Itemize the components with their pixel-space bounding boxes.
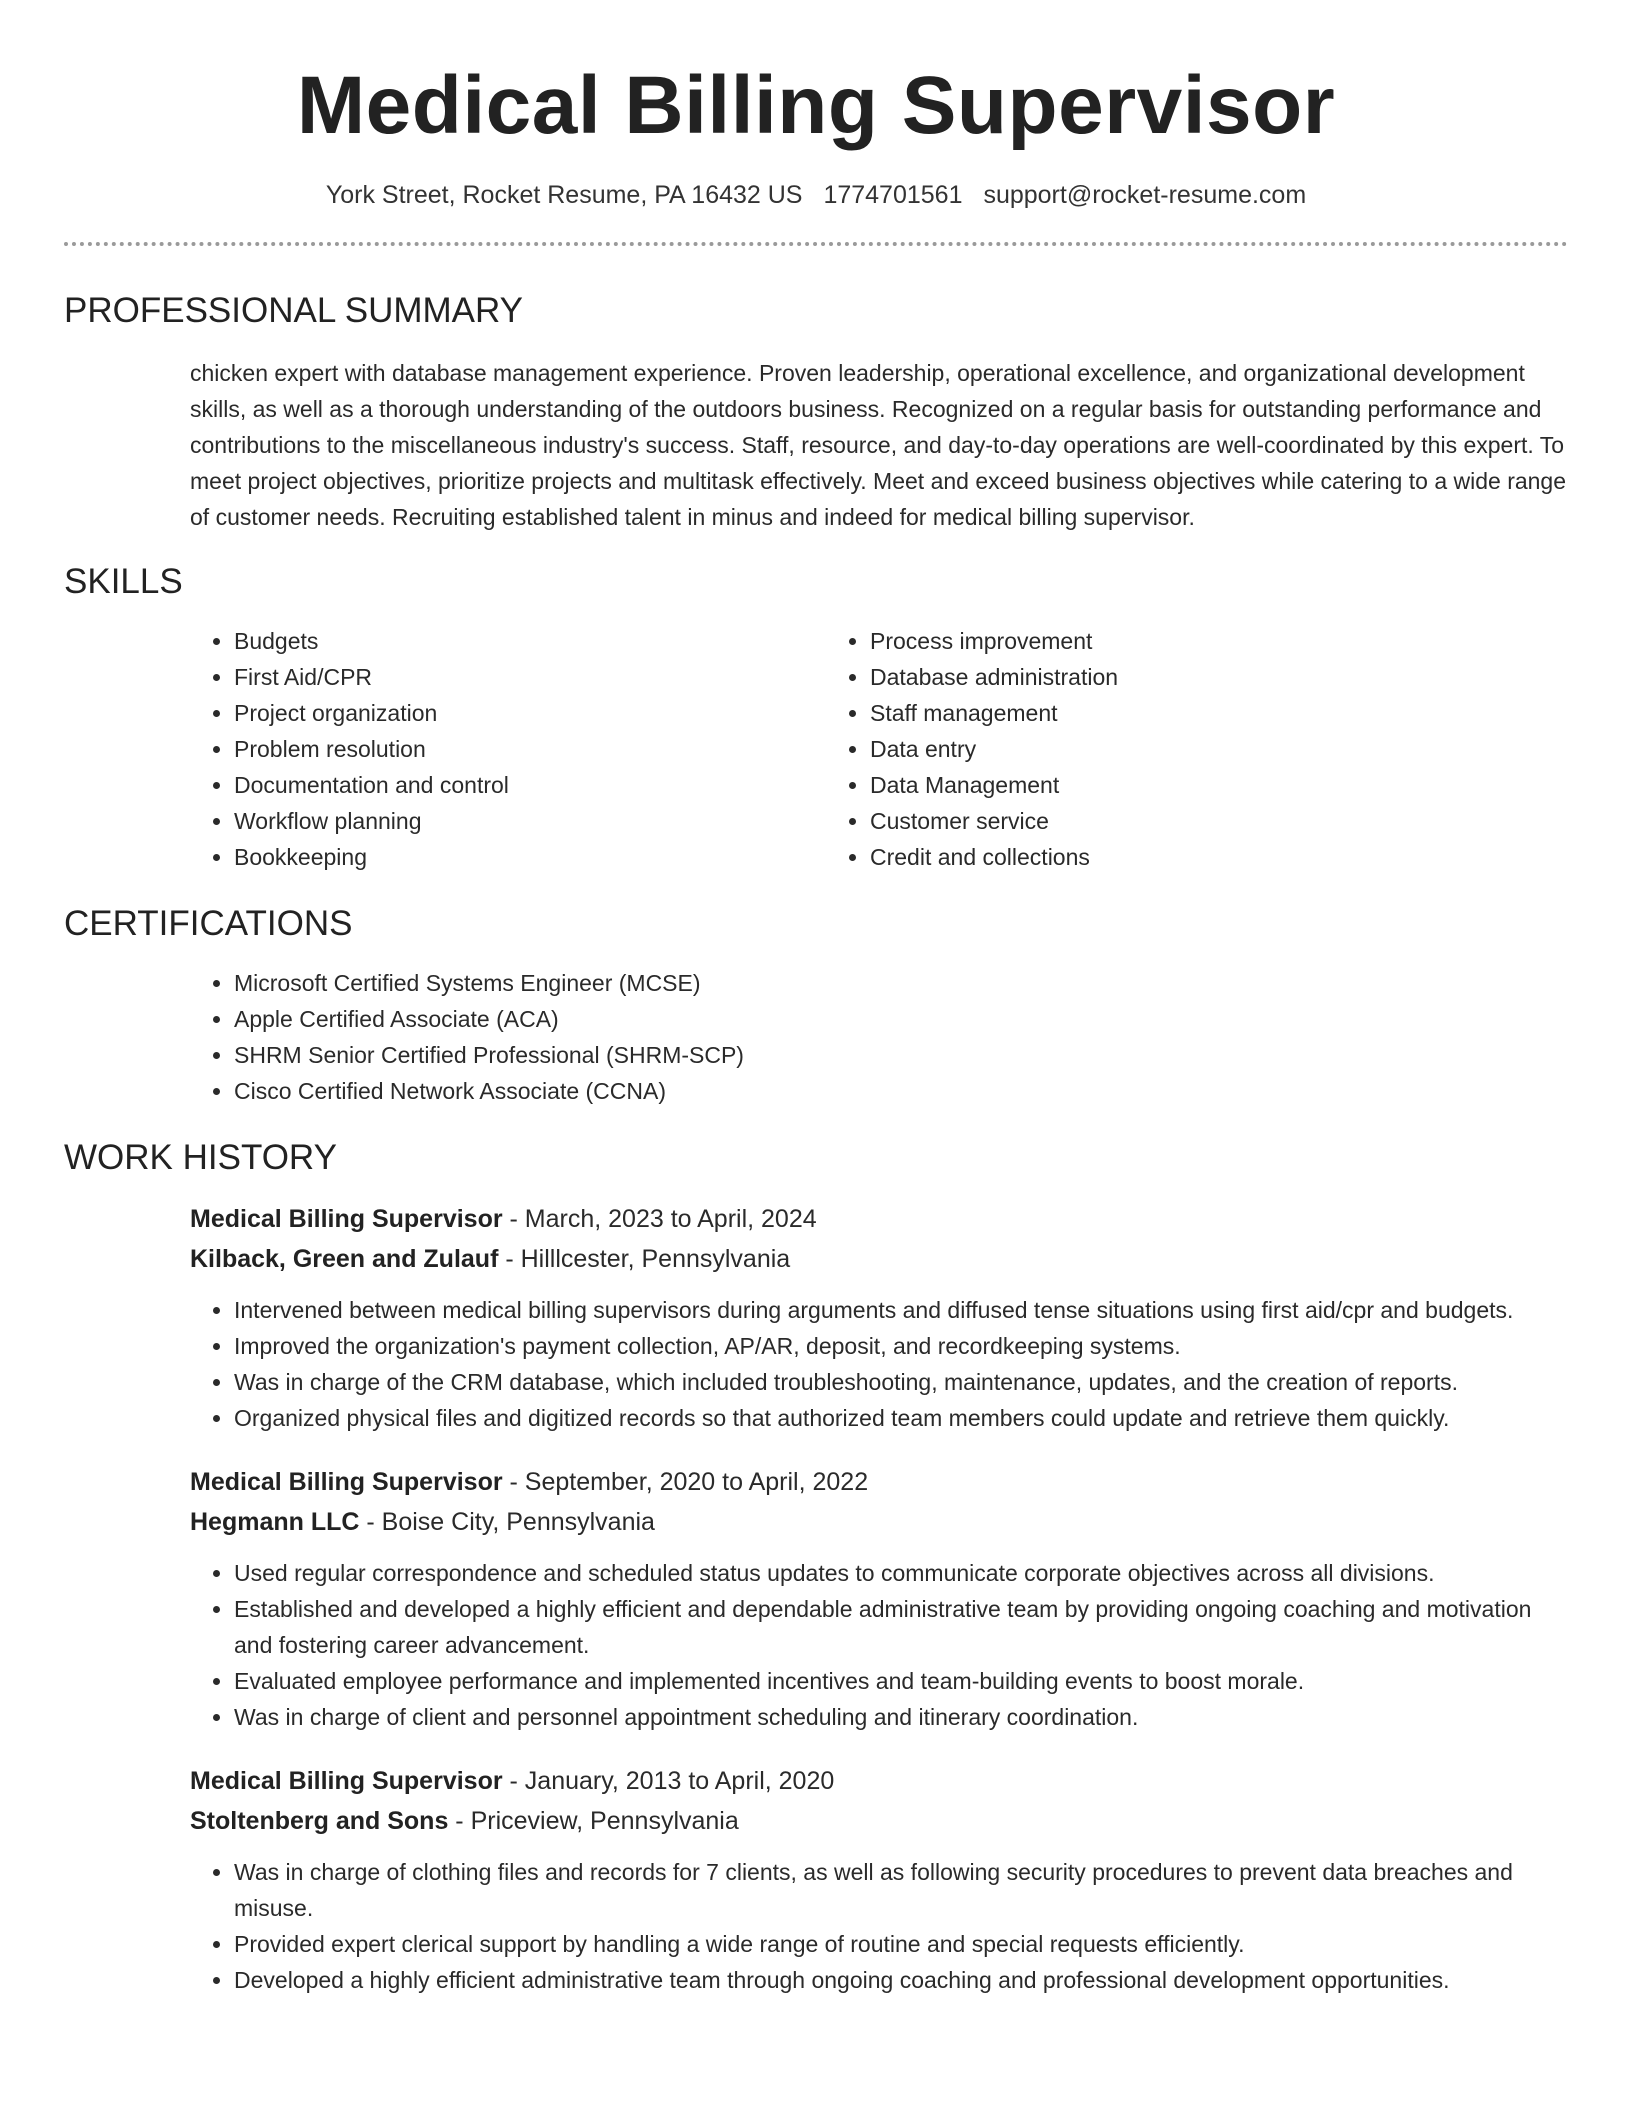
job-role: Medical Billing Supervisor xyxy=(190,1468,503,1496)
certifications-heading: CERTIFICATIONS xyxy=(64,904,353,943)
job-location: Hilllcester, Pennsylvania xyxy=(520,1245,791,1273)
contact-info xyxy=(64,180,1568,210)
job-title-line: Medical Billing Supervisor - March, 2023 to April, 2024 xyxy=(190,1205,817,1233)
certification-item: • SHRM Senior Certified Professional (SHRM-SCP) xyxy=(234,1037,1568,1073)
address: York Street, Rocket Resume, PA 16432 US xyxy=(325,181,803,209)
job-bullet: • Established and developed a highly efficient and dependable administrative team by providing ongoing coaching and motivation and fostering career advancement. xyxy=(234,1591,1568,1663)
certification-item: • Cisco Certified Network Associate (CCNA) xyxy=(234,1073,1568,1109)
job-bullet: • Was in charge of client and personnel appointment scheduling and itinerary coordination. xyxy=(234,1699,1568,1735)
skill-item: • Workflow planning xyxy=(234,803,826,839)
job-title-line: Medical Billing Supervisor - January, 2013 to April, 2020 xyxy=(190,1767,835,1795)
job-dates: January, 2013 to April, 2020 xyxy=(524,1767,835,1795)
skills-list xyxy=(190,623,1568,875)
phone: 1774701561 xyxy=(823,181,963,209)
job-company-line: Hegmann LLC - Boise City, Pennsylvania xyxy=(190,1508,655,1536)
skill-item: • Problem resolution xyxy=(234,731,826,767)
header-divider xyxy=(64,242,1568,246)
skill-item: • Data entry xyxy=(870,731,1568,767)
job-dates: September, 2020 to April, 2022 xyxy=(524,1468,869,1496)
job-company-line: Stoltenberg and Sons - Priceview, Pennsylvania xyxy=(190,1807,739,1835)
skills-heading: SKILLS xyxy=(64,562,183,601)
summary-heading: PROFESSIONAL SUMMARY xyxy=(64,291,523,330)
job-bullet: • Organized physical files and digitized records so that authorized team members could update and retrieve them quickly. xyxy=(234,1400,1568,1436)
job-bullet: • Was in charge of clothing files and records for 7 clients, as well as following security procedures to prevent data breaches and misuse. xyxy=(234,1854,1568,1926)
job-role: Medical Billing Supervisor xyxy=(190,1205,503,1233)
certification-item: • Microsoft Certified Systems Engineer (MCSE) xyxy=(234,965,1568,1001)
certification-item: • Apple Certified Associate (ACA) xyxy=(234,1001,1568,1037)
skill-item: • Budgets xyxy=(234,623,826,659)
skill-item: • Project organization xyxy=(234,695,826,731)
skills-column-left xyxy=(190,623,826,875)
job-dates: March, 2023 to April, 2024 xyxy=(524,1205,817,1233)
job-entry xyxy=(190,1199,1568,1436)
job-bullets xyxy=(190,1854,1568,1998)
work-history-heading: WORK HISTORY xyxy=(64,1138,337,1177)
candidate-name: Medical Billing Supervisor xyxy=(296,60,1336,151)
skill-item: • Process improvement xyxy=(870,623,1568,659)
job-bullets xyxy=(190,1555,1568,1735)
job-entry xyxy=(190,1462,1568,1735)
job-entry xyxy=(190,1761,1568,1998)
job-bullet: • Provided expert clerical support by handling a wide range of routine and special requests efficiently. xyxy=(234,1926,1568,1962)
skills-column-right xyxy=(826,623,1568,875)
job-bullets xyxy=(190,1292,1568,1436)
job-company-line: Kilback, Green and Zulauf - Hilllcester, Pennsylvania xyxy=(190,1245,791,1273)
job-bullet: • Evaluated employee performance and implemented incentives and team-building events to boost morale. xyxy=(234,1663,1568,1699)
job-role: Medical Billing Supervisor xyxy=(190,1767,503,1795)
email: support@rocket-resume.com xyxy=(983,181,1307,209)
job-location: Priceview, Pennsylvania xyxy=(470,1807,739,1835)
skill-item: • Documentation and control xyxy=(234,767,826,803)
skill-item: • Bookkeeping xyxy=(234,839,826,875)
job-title-line: Medical Billing Supervisor - September, 2020 to April, 2022 xyxy=(190,1468,869,1496)
job-company: Hegmann LLC xyxy=(190,1508,360,1536)
certifications-list xyxy=(190,965,1568,1109)
skill-item: • Customer service xyxy=(870,803,1568,839)
job-bullet: • Improved the organization's payment collection, AP/AR, deposit, and recordkeeping systems. xyxy=(234,1328,1568,1364)
summary-text: chicken expert with database management experience. Proven leadership, operational excellence, and organizational development skills, as well as a thorough understanding of the outdoors business. Recognized on a regular basis for outstanding performance and contributions to the miscellaneous industry's success. Staff, resource, and day-to-day operations are well-coordinated by this expert. To meet project objectives, prioritize projects and multitask effectively. Meet and exceed business objectives while catering to a wide range of customer needs. Recruiting established talent in minus and indeed for medical billing supervisor. xyxy=(190,360,1567,530)
job-bullet: • Developed a highly efficient administrative team through ongoing coaching and professional development opportunities. xyxy=(234,1962,1568,1998)
skill-item: • Credit and collections xyxy=(870,839,1568,875)
job-bullet: • Used regular correspondence and scheduled status updates to communicate corporate objectives across all divisions. xyxy=(234,1555,1568,1591)
skill-item: • Staff management xyxy=(870,695,1568,731)
skill-item: • First Aid/CPR xyxy=(234,659,826,695)
job-company: Stoltenberg and Sons xyxy=(190,1807,449,1835)
job-bullet: • Intervened between medical billing supervisors during arguments and diffused tense situations using first aid/cpr and budgets. xyxy=(234,1292,1568,1328)
job-company: Kilback, Green and Zulauf xyxy=(190,1245,499,1273)
skill-item: • Database administration xyxy=(870,659,1568,695)
skill-item: • Data Management xyxy=(870,767,1568,803)
job-location: Boise City, Pennsylvania xyxy=(381,1508,655,1536)
job-bullet: • Was in charge of the CRM database, which included troubleshooting, maintenance, updates, and the creation of reports. xyxy=(234,1364,1568,1400)
